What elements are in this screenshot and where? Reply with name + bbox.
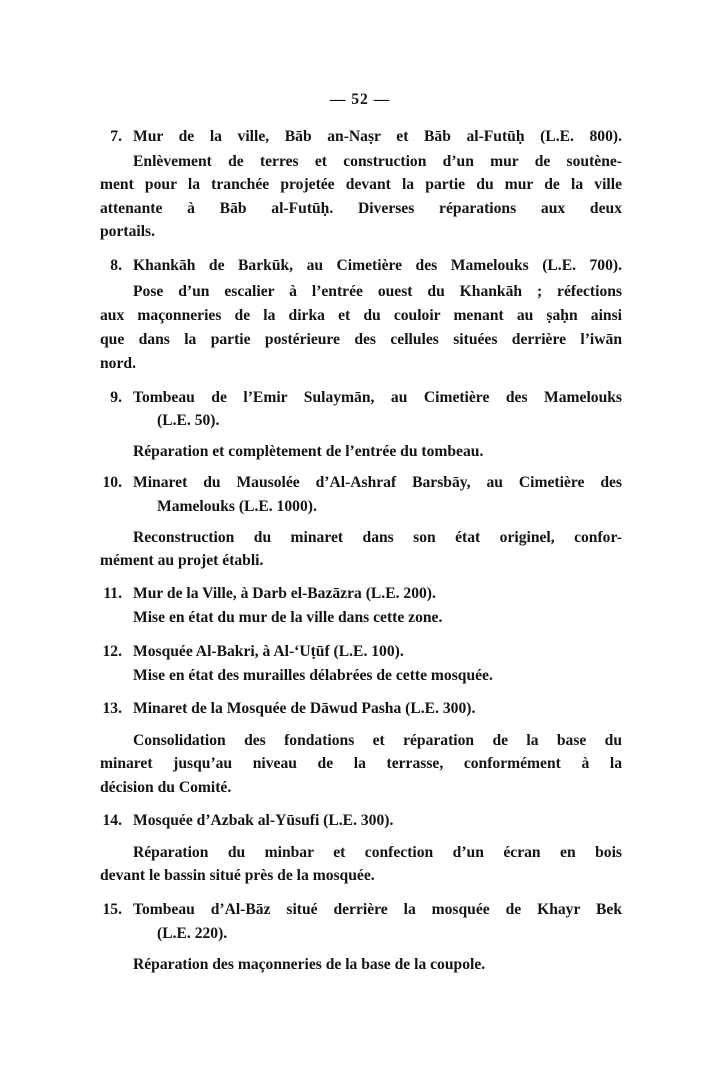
item-number: 9.: [110, 389, 122, 406]
item-body: nord.: [100, 355, 136, 372]
item-body: mément au projet établi.: [100, 552, 264, 569]
item-body: décision du Comité.: [100, 779, 232, 796]
item-number: 10.: [102, 474, 122, 491]
item-heading: (L.E. 50).: [157, 412, 220, 429]
item-number: 7.: [110, 128, 122, 145]
item-body: Enlèvement de terres et construction d’un mur de soutène-: [133, 153, 622, 170]
item-body: devant le bassin situé près de la mosquée.: [100, 867, 375, 884]
item-body: Mise en état des murailles délabrées de cette mosquée.: [133, 667, 493, 684]
item-number: 11.: [103, 585, 122, 602]
item-heading: Mosquée d’Azbak al-Yūsufi (L.E. 300).: [133, 812, 394, 829]
item-number: 13.: [102, 700, 122, 717]
item-heading: Mur de la ville, Bāb an-Naṣr et Bāb al-Futūḥ (L.E. 800).: [133, 128, 622, 145]
item-body: aux maçonneries de la dirka et du couloir menant au ṣaḥn ainsi: [100, 307, 622, 324]
item-heading: Khankāh de Barkūk, au Cimetière des Mamelouks (L.E. 700).: [133, 257, 622, 274]
item-body: Réparation et complètement de l’entrée du tombeau.: [133, 443, 484, 460]
item-number: 15.: [102, 901, 122, 918]
page-number: — 52 —: [329, 91, 391, 108]
item-body: Mise en état du mur de la ville dans cette zone.: [133, 609, 443, 626]
item-body: Consolidation des fondations et réparation de la base du: [133, 732, 622, 749]
item-body: Reconstruction du minaret dans son état originel, confor-: [133, 529, 622, 546]
item-body: Réparation des maçonneries de la base de la coupole.: [133, 956, 486, 973]
item-heading: Minaret de la Mosquée de Dāwud Pasha (L.E. 300).: [133, 700, 476, 717]
item-number: 8.: [110, 257, 122, 274]
item-body: ment pour la tranchée projetée devant la partie du mur de la ville: [100, 176, 622, 193]
item-body: que dans la partie postérieure des cellules situées derrière l’iwān: [100, 331, 622, 348]
item-body: portails.: [100, 223, 156, 240]
item-body: Pose d’un escalier à l’entrée ouest du Khankāh ; réfections: [133, 283, 622, 300]
item-body: attenante à Bāb al-Futūḥ. Diverses réparations aux deux: [100, 200, 622, 217]
item-heading: Tombeau de l’Emir Sulaymān, au Cimetière des Mamelouks: [133, 389, 622, 406]
item-heading: Tombeau d’Al-Bāz situé derrière la mosquée de Khayr Bek: [133, 901, 622, 918]
item-body: Réparation du minbar et confection d’un écran en bois: [133, 844, 622, 861]
item-heading: Mamelouks (L.E. 1000).: [157, 498, 317, 515]
item-heading: (L.E. 220).: [157, 925, 228, 942]
item-number: 12.: [102, 643, 122, 660]
item-number: 14.: [102, 812, 122, 829]
item-heading: Minaret du Mausolée d’Al-Ashraf Barsbāy, au Cimetière des: [133, 474, 622, 491]
item-body: minaret jusqu’au niveau de la terrasse, conformément à la: [100, 755, 622, 772]
item-heading: Mosquée Al-Bakri, à Al-‘Uṭūf (L.E. 100).: [133, 643, 404, 660]
item-heading: Mur de la Ville, à Darb el-Bazāzra (L.E. 200).: [133, 585, 436, 602]
